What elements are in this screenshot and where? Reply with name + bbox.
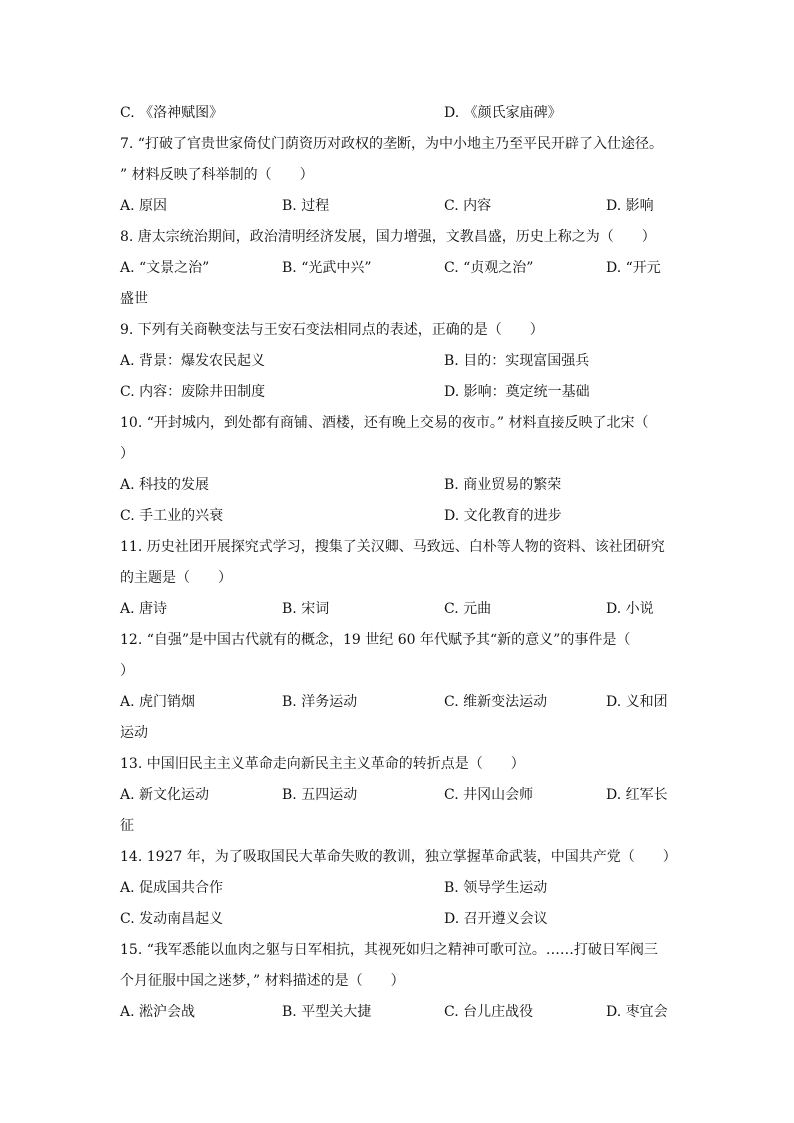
question-stem: ” 材料反映了科举制的（ ） (120, 167, 314, 183)
option-c: C. 手工业的兴衰 (120, 508, 224, 524)
option-a: A. 淞沪会战 (120, 1004, 196, 1020)
question-stem: 13. 中国旧民主主义革命走向新民主主义革命的转折点是（ ） (120, 756, 525, 772)
option-c: C. 内容：废除井田制度 (120, 384, 266, 400)
option-b: B. 领导学生运动 (444, 880, 548, 896)
question-stem: 7. “打破了官贵世家倚仗门荫资历对政权的垄断，为中小地主乃至平民开辟了入仕途径。 (120, 136, 663, 152)
option-b: B. 五四运动 (282, 787, 358, 803)
option-a: A. 虎门销烟 (120, 694, 196, 710)
option-b: B. 平型关大捷 (282, 1004, 372, 1020)
question-stem: 14. 1927 年，为了吸取国民大革命失败的教训，独立掌握革命武装，中国共产党（ ） (120, 849, 677, 865)
option-d: D. “开元 (606, 260, 661, 276)
option-c: C. 维新变法运动 (444, 694, 548, 710)
option-d: D. 枣宜会 (606, 1004, 668, 1020)
option-c: C. 元曲 (444, 601, 492, 617)
option-b: B. 过程 (282, 198, 330, 214)
option-a: A. 唐诗 (120, 601, 168, 617)
question-stem: 的主题是（ ） (120, 570, 232, 586)
option-c: C. 台儿庄战役 (444, 1004, 534, 1020)
question-stem: ） (120, 663, 134, 679)
option-a: A. 科技的发展 (120, 477, 210, 493)
question-stem: 12. “自强”是中国古代就有的概念，19 世纪 60 年代赋予其“新的意义”的事件是（ (120, 632, 631, 648)
option-b: B. 目的：实现富国强兵 (444, 353, 590, 369)
option-b: B. 洋务运动 (282, 694, 358, 710)
option-c: C. 内容 (444, 198, 492, 214)
option-continuation: 盛世 (120, 291, 148, 307)
option-continuation: 征 (120, 818, 134, 834)
option-d: D. 义和团 (606, 694, 668, 710)
option-a: A. 背景：爆发农民起义 (120, 353, 266, 369)
option-d: D. 小说 (606, 601, 654, 617)
option-a: A. “文景之治” (120, 260, 210, 276)
option-b: B. 宋词 (282, 601, 330, 617)
question-stem: 9. 下列有关商鞅变法与王安石变法相同点的表述，正确的是（ ） (120, 322, 544, 338)
question-stem: 个月征服中国之迷梦，” 材料描述的是（ ） (120, 973, 405, 989)
option-a: A. 新文化运动 (120, 787, 210, 803)
option-c: C. “贞观之治” (444, 260, 534, 276)
question-stem: 15. “我军悉能以血肉之躯与日军相抗，其视死如归之精神可歌可泣。……打破日军阀三 (120, 942, 658, 958)
option-b: B. 商业贸易的繁荣 (444, 477, 562, 493)
question-stem: ） (120, 446, 134, 462)
question-stem: 10. “开封城内，到处都有商铺、酒楼，还有晚上交易的夜市。” 材料直接反映了北宋（ (120, 415, 649, 431)
option-d: D. 影响 (606, 198, 654, 214)
option-c: C. 《洛神赋图》 (120, 105, 224, 121)
option-d: D. 红军长 (606, 787, 668, 803)
question-stem: 11. 历史社团开展探究式学习，搜集了关汉卿、马致远、白朴等人物的资料、该社团研究 (120, 539, 665, 555)
option-c: C. 井冈山会师 (444, 787, 534, 803)
option-b: B. “光武中兴” (282, 260, 372, 276)
option-a: A. 促成国共合作 (120, 880, 224, 896)
option-continuation: 运动 (120, 725, 148, 741)
option-c: C. 发动南昌起义 (120, 911, 224, 927)
option-a: A. 原因 (120, 198, 168, 214)
question-stem: 8. 唐太宗统治期间，政治清明经济发展，国力增强，文教昌盛，历史上称之为（ ） (120, 229, 656, 245)
option-d: D. 《颜氏家庙碑》 (444, 105, 562, 121)
option-d: D. 影响：奠定统一基础 (444, 384, 590, 400)
option-d: D. 召开遵义会议 (444, 911, 548, 927)
option-d: D. 文化教育的进步 (444, 508, 562, 524)
